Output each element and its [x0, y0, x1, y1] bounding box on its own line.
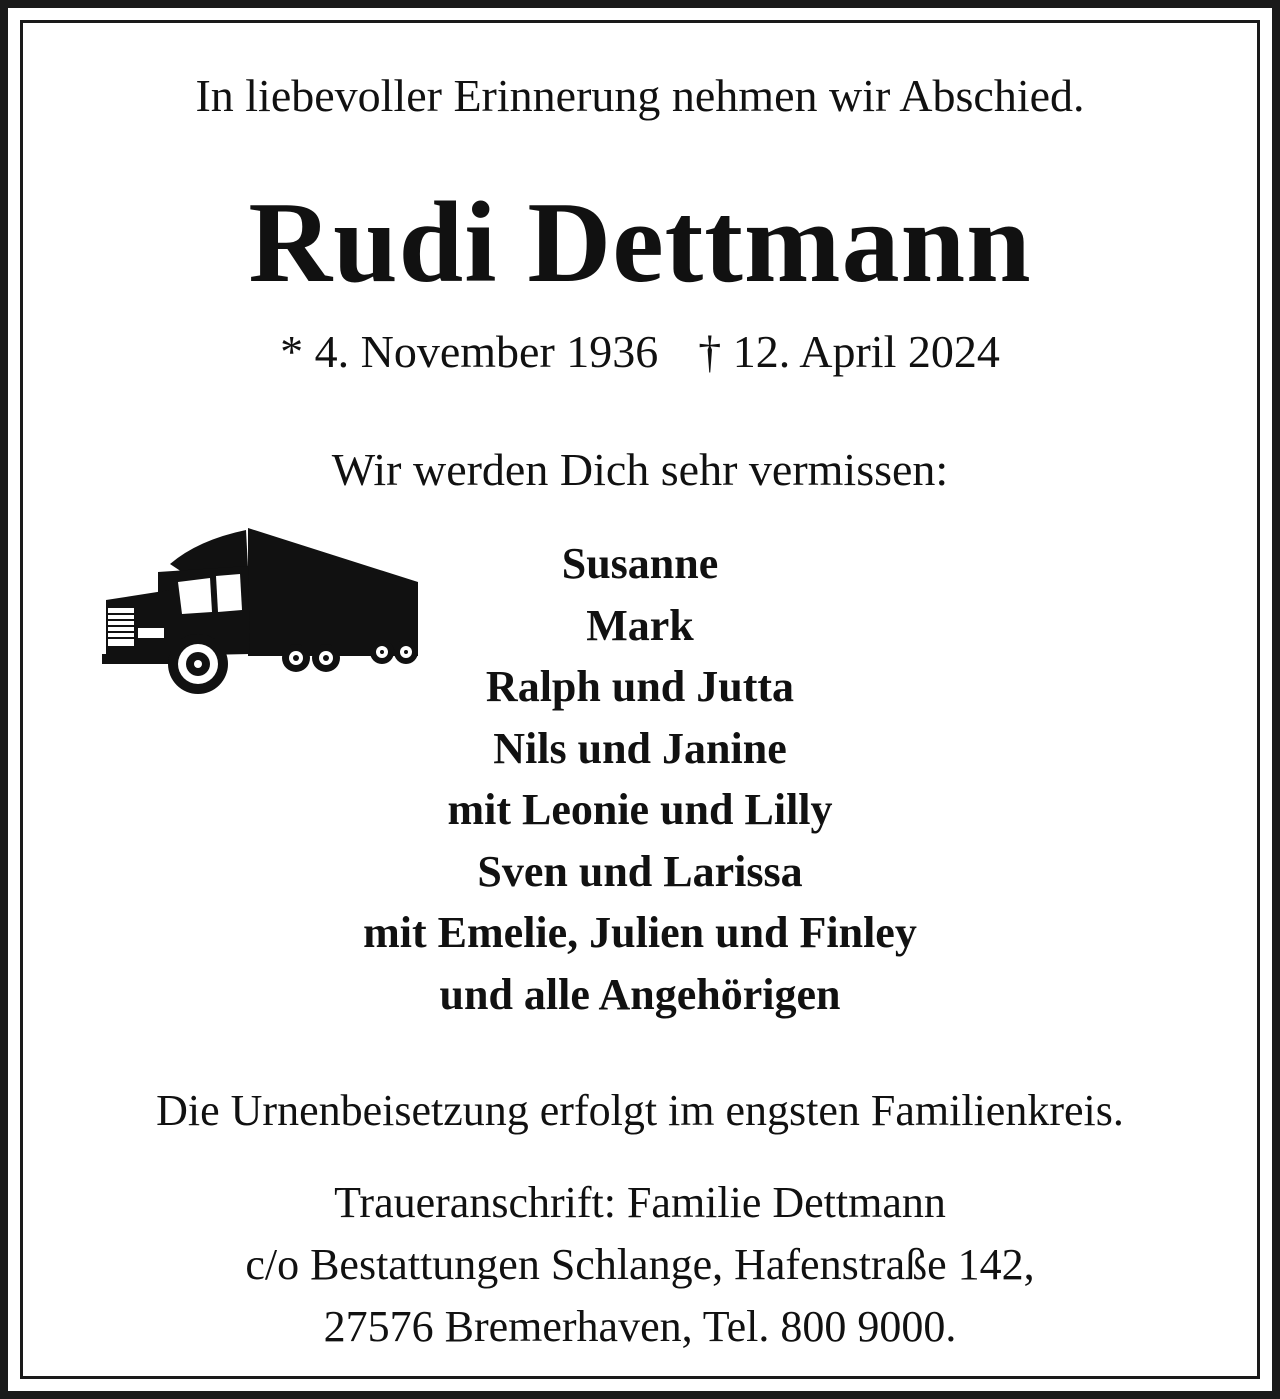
- burial-note: Die Urnenbeisetzung erfolgt im engsten Familienkreis.: [156, 1086, 1124, 1135]
- death-date: † 12. April 2024: [698, 326, 1000, 377]
- deceased-name: Rudi Dettmann: [248, 179, 1032, 307]
- birth-date: * 4. November 1936: [280, 326, 659, 377]
- mourner-list: [0, 533, 1280, 1025]
- mourner-line: und alle Angehörigen: [439, 969, 841, 1019]
- mourner-line: Nils und Janine: [493, 723, 787, 773]
- mourner-line: mit Leonie und Lilly: [447, 785, 833, 834]
- intro-text: In liebevoller Erinnerung nehmen wir Abschied.: [195, 70, 1085, 121]
- mourner-line: Ralph und Jutta: [485, 662, 795, 711]
- address-line-1: Traueranschrift: Familie Dettmann: [334, 1178, 946, 1227]
- miss-line: Wir werden Dich sehr vermissen:: [331, 444, 949, 495]
- mourner-line: Susanne: [561, 539, 719, 588]
- life-dates: [0, 324, 1280, 380]
- mourner-line: mit Emelie, Julien und Finley: [363, 908, 917, 957]
- mourner-line: Sven und Larissa: [477, 846, 803, 896]
- address-line-2: c/o Bestattungen Schlange, Hafenstraße 142,: [245, 1240, 1035, 1289]
- mourner-line: Mark: [586, 600, 694, 650]
- address-line-3: 27576 Bremerhaven, Tel. 800 9000.: [323, 1302, 957, 1351]
